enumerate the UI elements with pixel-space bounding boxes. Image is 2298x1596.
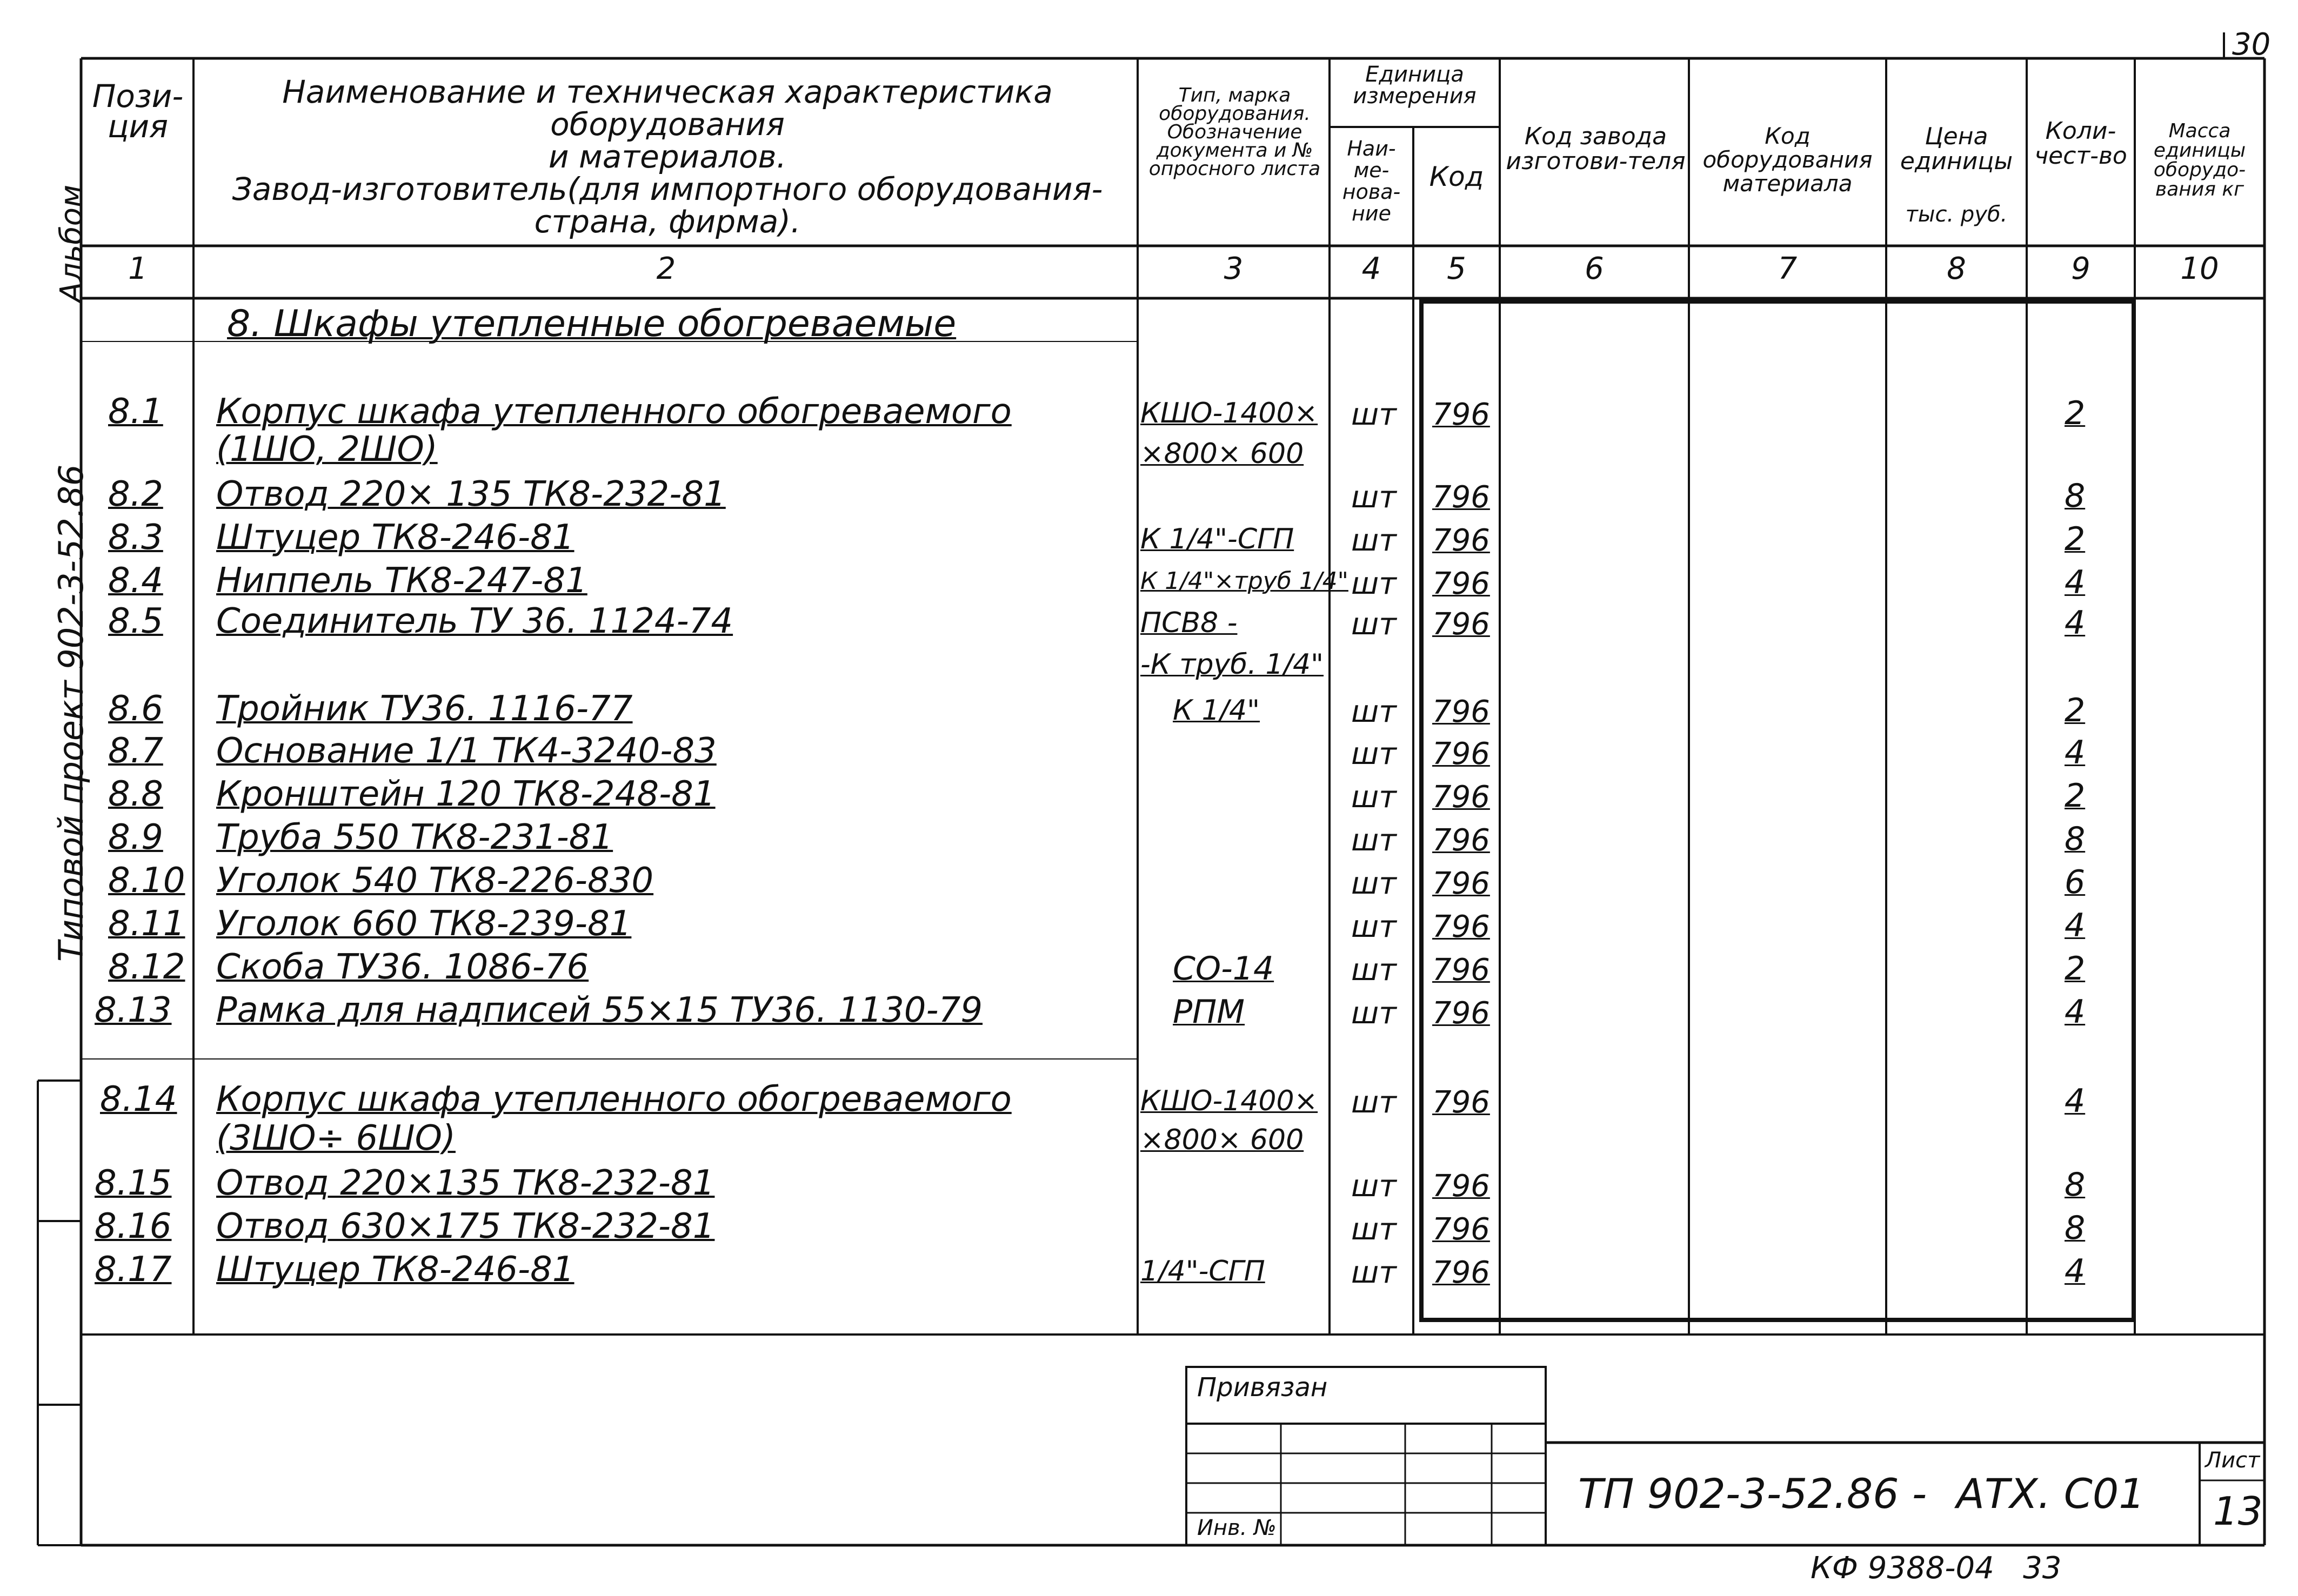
row-quantity: 8	[2065, 1209, 2086, 1247]
side-album-label: Альбом	[54, 184, 89, 303]
row-quantity: 6	[2065, 863, 2086, 901]
row-unit: шт	[1351, 1169, 1397, 1204]
row-position: 8.11	[108, 904, 185, 944]
row-unit: шт	[1351, 480, 1397, 515]
corner-number: 30	[2232, 27, 2271, 62]
row-unit: шт	[1351, 566, 1397, 601]
sheet-label: Лист	[2205, 1448, 2260, 1473]
row-code: 796	[1432, 996, 1490, 1031]
row-quantity: 8	[2065, 477, 2086, 515]
header-mass: Масса единицы оборудо-вания кг	[2153, 120, 2246, 200]
row-name: Корпус шкафа утепленного обогреваемого	[216, 392, 1012, 432]
row-position: 8.12	[108, 947, 185, 987]
row-code: 796	[1432, 523, 1490, 558]
row-code: 796	[1432, 397, 1490, 432]
header-price: Цена единицы	[1900, 123, 2013, 175]
row-quantity: 8	[2065, 1166, 2086, 1204]
row-type: -К труб. 1/4"	[1140, 648, 1324, 681]
header-quantity: Коли-чест-во	[2034, 117, 2127, 170]
row-name: (3ШО÷ 6ШО)	[216, 1118, 456, 1158]
row-unit: шт	[1351, 1085, 1397, 1120]
row-name: Ниппель ТК8-247-81	[216, 561, 587, 601]
stamp-tied: Привязан	[1197, 1372, 1328, 1403]
row-position: 8.10	[108, 861, 185, 901]
document-code: ТП 902-3-52.86 -	[1578, 1470, 1927, 1518]
header-unit-name: Наи-ме-нова-ние	[1342, 137, 1401, 225]
footer-code: КФ 9388-04 33	[1811, 1551, 2062, 1586]
row-quantity: 4	[2065, 993, 2086, 1031]
sheet-number: 13	[2213, 1488, 2263, 1534]
row-position: 8.3	[108, 518, 163, 558]
header-position: Пози- ция	[92, 78, 184, 145]
row-position: 8.7	[108, 731, 163, 771]
row-position: 8.14	[100, 1079, 177, 1119]
row-unit: шт	[1351, 780, 1397, 815]
row-name: Труба 550 ТК8-231-81	[216, 817, 613, 857]
row-position: 8.13	[95, 990, 172, 1030]
row-quantity: 4	[2065, 907, 2086, 944]
row-type: К 1/4"×труб 1/4"	[1140, 567, 1348, 595]
row-code: 796	[1432, 1212, 1490, 1247]
row-name: Штуцер ТК8-246-81	[216, 518, 574, 558]
row-position: 8.15	[95, 1163, 172, 1203]
header-price-unit: тыс. руб.	[1905, 202, 2008, 227]
col-number-9: 9	[2071, 251, 2090, 286]
row-quantity: 2	[2065, 692, 2086, 729]
row-name: Корпус шкафа утепленного обогреваемого	[216, 1079, 1012, 1119]
stamp-inventory: Инв. №	[1197, 1515, 1277, 1540]
row-position: 8.8	[108, 774, 163, 814]
row-type: ×800× 600	[1140, 438, 1304, 470]
row-quantity: 2	[2065, 777, 2086, 815]
row-code: 796	[1432, 823, 1490, 858]
row-name: Тройник ТУ36. 1116-77	[216, 689, 633, 729]
row-quantity: 4	[2065, 1082, 2086, 1120]
col-number-5: 5	[1447, 251, 1466, 286]
row-code: 796	[1432, 694, 1490, 729]
row-unit: шт	[1351, 607, 1397, 642]
row-unit: шт	[1351, 1255, 1397, 1290]
row-code: 796	[1432, 1169, 1490, 1204]
section-title: 8. Шкафы утепленные обогреваемые	[227, 303, 957, 345]
row-type: КШО-1400×	[1140, 397, 1318, 430]
row-position: 8.2	[108, 474, 163, 514]
col-number-8: 8	[1947, 251, 1966, 286]
row-position: 8.6	[108, 689, 163, 729]
row-position: 8.16	[95, 1206, 172, 1246]
row-code: 796	[1432, 736, 1490, 772]
row-quantity: 4	[2065, 1252, 2086, 1290]
row-unit: шт	[1351, 736, 1397, 772]
row-code: 796	[1432, 953, 1490, 988]
row-unit: шт	[1351, 694, 1397, 729]
row-unit: шт	[1351, 1212, 1397, 1247]
row-unit: шт	[1351, 523, 1397, 558]
row-name: Скоба ТУ36. 1086-76	[216, 947, 589, 987]
row-quantity: 4	[2065, 604, 2086, 642]
col-number-2: 2	[656, 251, 676, 286]
col-number-4: 4	[1361, 251, 1381, 286]
row-quantity: 2	[2065, 950, 2086, 988]
row-type: КШО-1400×	[1140, 1085, 1318, 1117]
header-factory-code: Код завода изготови-теля	[1506, 123, 1686, 175]
row-unit: шт	[1351, 397, 1397, 432]
col-number-10: 10	[2180, 251, 2219, 286]
row-name: Отвод 220×135 ТК8-232-81	[216, 1163, 715, 1203]
row-quantity: 2	[2065, 520, 2086, 558]
row-position: 8.17	[95, 1250, 172, 1290]
row-quantity: 8	[2065, 820, 2086, 858]
col-number-6: 6	[1585, 251, 1604, 286]
row-type: 1/4"-СГП	[1140, 1255, 1265, 1287]
header-type: Тип, марка оборудования. Обозначение документа и № опросного листа	[1148, 84, 1321, 180]
row-type: СО-14	[1173, 950, 1274, 988]
row-type: К 1/4"-СГП	[1140, 523, 1294, 555]
row-unit: шт	[1351, 996, 1397, 1031]
col-number-3: 3	[1224, 251, 1244, 286]
header-unit-group: Единица измерения	[1353, 62, 1477, 109]
row-code: 796	[1432, 1085, 1490, 1120]
row-quantity: 2	[2065, 394, 2086, 432]
row-position: 8.4	[108, 561, 163, 601]
row-name: Уголок 660 ТК8-239-81	[216, 904, 632, 944]
row-name: Кронштейн 120 ТК8-248-81	[216, 774, 716, 814]
document-suffix: АТХ. С01	[1956, 1470, 2145, 1518]
header-material-code: Код оборудования материала	[1702, 123, 1873, 197]
row-quantity: 4	[2065, 734, 2086, 772]
row-name: Уголок 540 ТК8-226-830	[216, 861, 654, 901]
row-position: 8.5	[108, 601, 163, 641]
row-name: Соединитель ТУ 36. 1124-74	[216, 601, 733, 641]
row-unit: шт	[1351, 866, 1397, 901]
row-name: Штуцер ТК8-246-81	[216, 1250, 574, 1290]
row-type: ×800× 600	[1140, 1124, 1304, 1156]
row-code: 796	[1432, 607, 1490, 642]
row-type: РПМ	[1173, 993, 1245, 1031]
row-code: 796	[1432, 566, 1490, 601]
row-code: 796	[1432, 480, 1490, 515]
row-unit: шт	[1351, 953, 1397, 988]
row-position: 8.1	[108, 392, 163, 432]
row-name: Отвод 220× 135 ТК8-232-81	[216, 474, 726, 514]
row-type: ПСВ8 -	[1140, 607, 1238, 639]
row-unit: шт	[1351, 909, 1397, 944]
col-number-7: 7	[1778, 251, 1798, 286]
row-position: 8.9	[108, 817, 163, 857]
row-name: (1ШО, 2ШО)	[216, 430, 438, 470]
row-code: 796	[1432, 909, 1490, 944]
col-number-1: 1	[128, 251, 148, 286]
side-project-label: Типовой проект 902-3-52.86	[51, 464, 91, 962]
header-unit-code: Код	[1429, 161, 1484, 192]
row-name: Рамка для надписей 55×15 ТУ36. 1130-79	[216, 990, 983, 1030]
row-type: К 1/4"	[1173, 694, 1260, 727]
row-code: 796	[1432, 1255, 1490, 1290]
row-name: Основание 1/1 ТК4-3240-83	[216, 731, 717, 771]
header-name: Наименование и техническая характеристика оборудования и материалов. Завод-изготовитель(для импортного оборудования- страна, фирма).	[232, 73, 1103, 240]
row-quantity: 4	[2065, 564, 2086, 601]
row-name: Отвод 630×175 ТК8-232-81	[216, 1206, 715, 1246]
row-unit: шт	[1351, 823, 1397, 858]
row-code: 796	[1432, 866, 1490, 901]
row-code: 796	[1432, 780, 1490, 815]
